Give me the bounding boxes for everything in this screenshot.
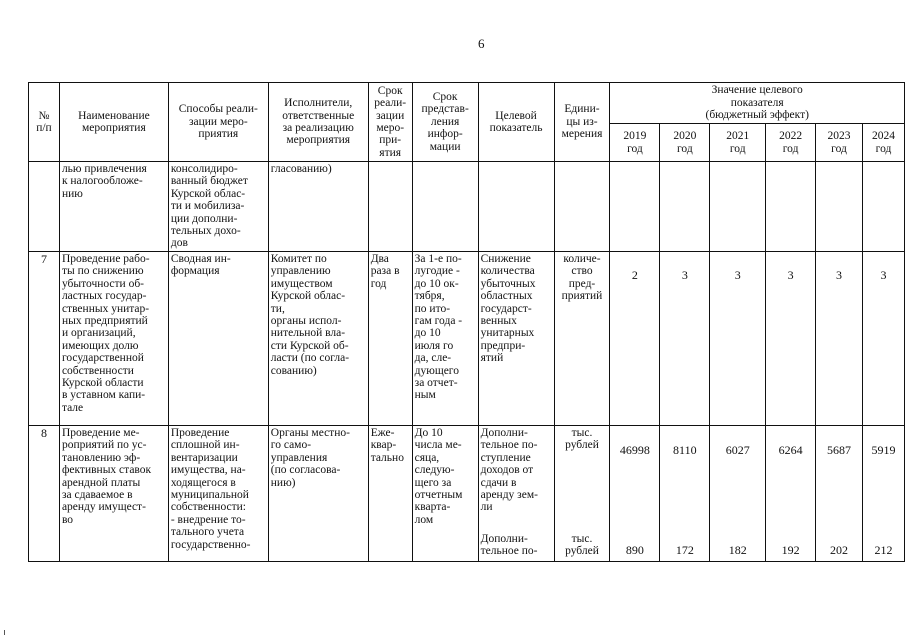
row-term: Два раза в год	[368, 252, 412, 426]
table-row	[29, 426, 905, 562]
row-methods: консолидиро- ванный бюджет Курской облас- ти и мобилиза- ции дополни- тельных дохо- дов	[168, 162, 268, 252]
header-year-2022: 2022 год	[766, 124, 816, 162]
row-value-2021	[710, 162, 766, 252]
row-value-2020: 3	[660, 252, 710, 426]
row-name: Проведение рабо- ты по снижению убыточности об- ластных государ- ственных унитар- ных предприятий и организаций, имеющих долю государственной собственности Курской области в уставном капи- тале	[59, 252, 168, 426]
table-row	[29, 162, 905, 252]
row-num: 8	[29, 426, 60, 562]
row-value-2019	[610, 162, 660, 252]
header-year-2021: 2021 год	[710, 124, 766, 162]
header-target: Целевой показатель	[478, 83, 554, 162]
header-year-2024: 2024 год	[862, 124, 904, 162]
row-units	[554, 426, 610, 562]
row-target: Снижение количества убыточных областных государст- венных унитарных предпри- ятий	[478, 252, 554, 426]
row-executors: Органы местно- го само- управления (по согласова- нию)	[268, 426, 368, 562]
header-num: № п/п	[29, 83, 60, 162]
row-value-2024: 5919 212	[862, 426, 904, 562]
row-value-2019: 2	[610, 252, 660, 426]
row-value-2024	[862, 162, 904, 252]
header-value-group: Значение целевого показателя (бюджетный эффект)	[610, 83, 905, 124]
row-report-term	[412, 162, 478, 252]
header-methods: Способы реали- зации меро- приятия	[168, 83, 268, 162]
row-value-2021: 6027 182	[710, 426, 766, 562]
header-term: Срок реали- зации меро- при- ятия	[368, 83, 412, 162]
row-value-2020: 8110 172	[660, 426, 710, 562]
row-value-2021: 3	[710, 252, 766, 426]
table-row	[29, 252, 905, 426]
row-value-2024: 3	[862, 252, 904, 426]
header-year-2023: 2023 год	[816, 124, 863, 162]
page-number: 6	[478, 36, 485, 51]
scan-mark	[4, 630, 5, 635]
row-value-2019: 46998 890	[610, 426, 660, 562]
row-units: количе- ство пред- приятий	[554, 252, 610, 426]
units-bottom: тыс. рублей	[565, 533, 599, 558]
target-bottom: Дополни- тельное по-	[480, 533, 538, 558]
row-value-2022: 3	[766, 252, 816, 426]
target-top: Дополни- тельное по- ступление доходов от сдачи в аренду зем- ли	[480, 427, 538, 514]
header-report-term: Срок представ- ления инфор- мации	[412, 83, 478, 162]
header-name: Наименование мероприятия	[59, 83, 168, 162]
row-target	[478, 162, 554, 252]
row-num	[29, 162, 60, 252]
row-value-2023: 3	[816, 252, 863, 426]
units-top: тыс. рублей	[565, 427, 599, 452]
row-name: лью привлечения к налогообложе- нию	[59, 162, 168, 252]
header-year-2020: 2020 год	[660, 124, 710, 162]
row-value-2023	[816, 162, 863, 252]
row-term	[368, 162, 412, 252]
header-year-2019: 2019 год	[610, 124, 660, 162]
row-term: Еже- квар- тально	[368, 426, 412, 562]
row-target	[478, 426, 554, 562]
row-value-2022: 6264 192	[766, 426, 816, 562]
header-executors: Исполнители, ответственные за реализацию мероприятия	[268, 83, 368, 162]
row-num: 7	[29, 252, 60, 426]
measures-table	[28, 82, 905, 562]
row-executors: гласованию)	[268, 162, 368, 252]
row-methods: Проведение сплошной ин- вентаризации имущества, на- ходящегося в муниципальной собственности: - внедрение то- тального учета государственно-	[168, 426, 268, 562]
row-name: Проведение ме- роприятий по ус- тановлению эф- фективных ставок арендной платы за сдаваемое в аренду имущест- во	[59, 426, 168, 562]
row-executors: Комитет по управлению имуществом Курской облас- ти, органы испол- нительной вла- сти Курской об- ласти (по согла- сованию)	[268, 252, 368, 426]
row-value-2020	[660, 162, 710, 252]
header-units: Едини- цы из- мерения	[554, 83, 610, 162]
row-methods: Сводная ин- формация	[168, 252, 268, 426]
row-value-2023: 5687 202	[816, 426, 863, 562]
row-report-term: За 1-е по- лугодие - до 10 ок- тября, по ито- гам года - до 10 июля го да, сле- дующего за отчет- ным	[412, 252, 478, 426]
row-units	[554, 162, 610, 252]
row-report-term: До 10 числа ме- сяца, следую- щего за отчетным кварта- лом	[412, 426, 478, 562]
row-value-2022	[766, 162, 816, 252]
